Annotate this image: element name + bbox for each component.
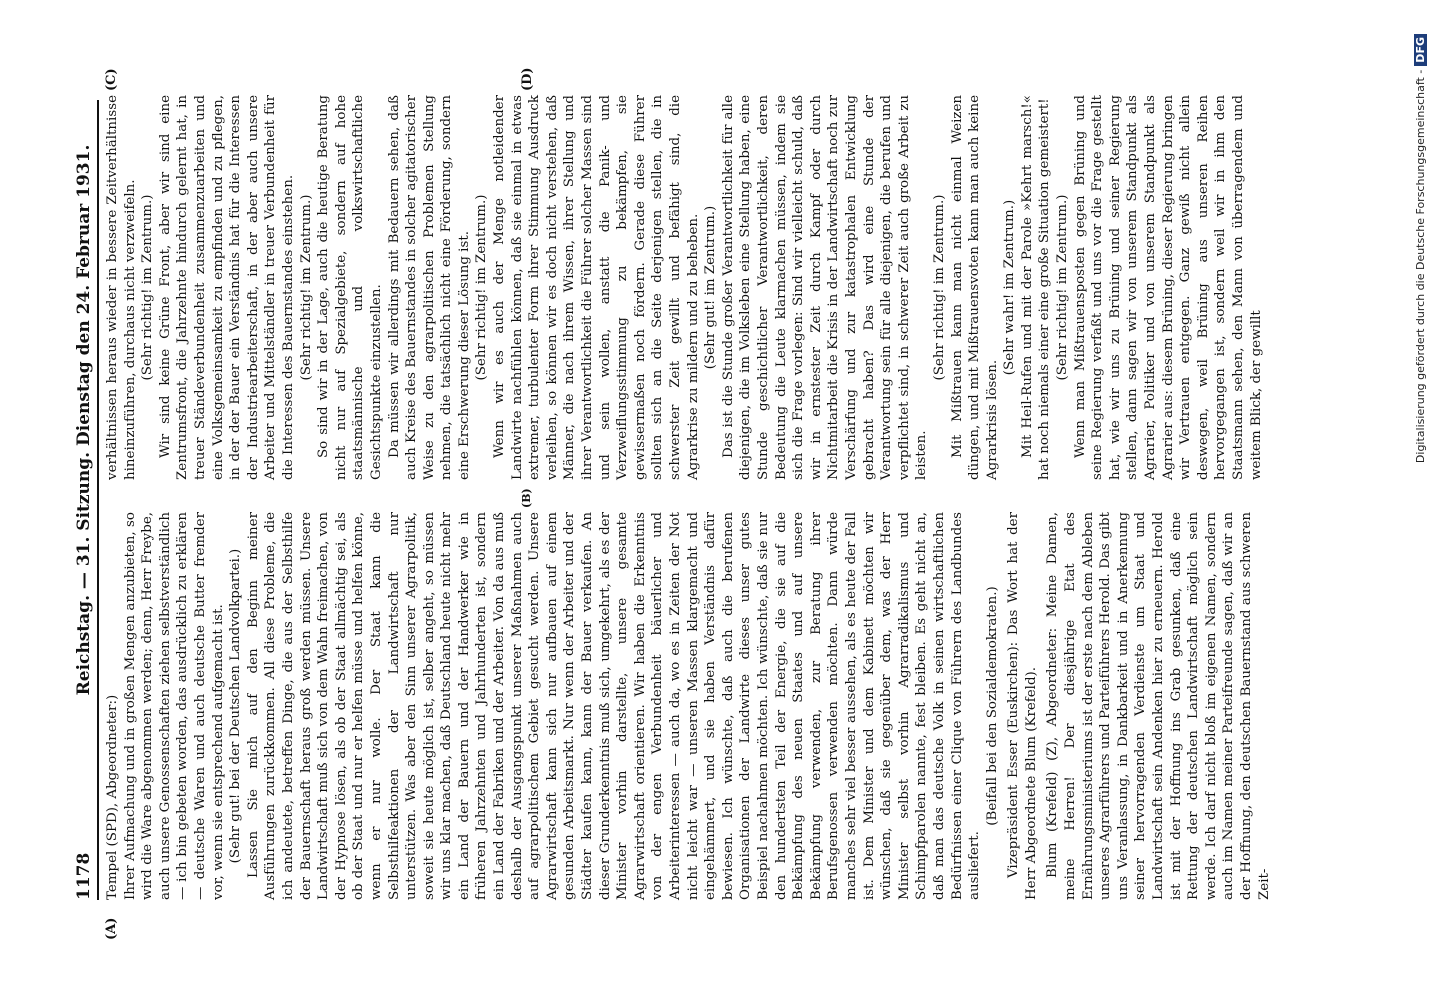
interjection: (Sehr richtig! im Zentrum.) xyxy=(1055,194,1071,381)
paragraph: Wenn man Mißtrauensposten gegen Brüning und seine Regierung verfaßt und uns vor die Frage gestellt hat, wie wir uns zu Brüning und seiner Regierung stellen, dann sagen wir von unserem Standpunkt als Agrarier, Politiker und von unserem Standpunkt als Agrarier aus: diesem Brüning, dieser Regierung bringen wir Vertrauen entgegen. Ganz gewiß nicht allein deswegen, weil Brüning aus unseren Reihen hervorgegangen ist, sondern weil wir in ihm den Staatsmann sehen, den Mann von überragendem und weitem Blick, der gewillt xyxy=(1072,95,1264,480)
margin-marker-d: (D) xyxy=(520,67,535,91)
dfg-logo: DFG xyxy=(1414,34,1427,66)
paragraph: verhältnissen heraus wieder in bessere Zeitverhältnisse hineinzuführen, durchaus nicht verzweifeln. xyxy=(105,95,138,480)
text-column-left xyxy=(104,512,1272,900)
speaker-continuation: Tempel (SPD), Abgeordneter:) xyxy=(105,694,120,900)
paragraph: Mit Mißtrauen kann man nicht einmal Weizen düngen, und mit Mißtrauensvoten kann man auch keine Agrarkrisis lösen. xyxy=(949,95,1000,480)
paragraph: Da müssen wir allerdings mit Bedauern sehen, daß auch Kreise des Bauernstandes in solcher agitatorischer Weise zu den agrarpolitischen Problemen Stellung nehmen, die tatsächlich nicht eine Förderung, sondern eine Erschwerung dieser Lösung ist. xyxy=(386,95,472,480)
paragraph: Wir sind keine Grüne Front, aber wir sind eine Zentrumsfront, die Jahrzehnte hindurch gelernt hat, in treuer Ständeverbundenheit zusammenzuarbeiten und eine Volksgemeinsamkeit zu empfinden und zu pflegen, in der der Bauer ein Verständnis hat für die Interessen der Industriearbeiterschaft, in der aber auch unsere Arbeiter und Mittelständler in treuer Verbundenheit für die Interessen des Bauernstandes einstehen. xyxy=(157,95,296,480)
margin-marker-a: (A) xyxy=(104,917,119,940)
digitization-credit xyxy=(1414,34,1430,994)
paragraph: Wenn wir es auch der Menge notleidender Landwirte nachfühlen können, daß sie einmal in etwas extremer, turbulenter Form ihrer Stimmung Ausdruck verleihen, so können wir es doch nicht verstehen, daß Männer, die nach ihrem Wissen, ihrer Stellung und ihrer Verantwortlichkeit die Führer solcher Massen sind und sein wollen, anstatt die Panik- und Verzweiflungsstimmung zu bekämpfen, sie gewissermaßen noch fördern. Gerade diese Führer sollten sich an die Seite derjenigen stellen, die in schwerster Zeit gewillt und befähigt sind, die Agrarkrise zu mildern und zu beheben. xyxy=(492,95,701,480)
paragraph: Ihrer Aufmachung und in großen Mengen anzubieten, so wird die Ware abgenommen werden; denn, Herr Freybe, auch unsere Genossenschaften ziehen selbstverständlich — ich bin gebeten worden, das ausdrücklich zu erklären — deutsche Waren und auch deutsche Butter fremder vor, wenn sie entsprechend aufgemacht ist. xyxy=(122,512,226,900)
text-column-right xyxy=(104,95,1264,480)
running-head xyxy=(72,80,96,900)
interjection: (Sehr gut! im Zentrum.) xyxy=(703,205,719,370)
page-title: Reichstag. — 31. Sitzung. Dienstag den 24. Februar 1931. xyxy=(74,144,94,696)
interjection: (Sehr wahr! im Zentrum.) xyxy=(1002,199,1018,376)
margin-marker-c: (C) xyxy=(104,68,119,91)
chair-announcement: Vizepräsident Esser (Euskirchen): Das Wort hat der Herr Abgeordnete Blum (Krefeld). xyxy=(1006,512,1039,900)
interjection: (Sehr richtig! im Zentrum.) xyxy=(298,194,314,381)
page-number: 1178 xyxy=(74,852,94,900)
interjection: (Sehr richtig! im Zentrum.) xyxy=(140,194,156,381)
paragraph: So sind wir in der Lage, auch die heutige Beratung nicht nur auf Spezialgebiete, sondern auf hohe staatsmännische und volkswirtschaftliche Gesichtspunkte einzustellen. xyxy=(316,95,384,480)
paragraph: Mit Heil-Rufen und mit der Parole »Kehrt marsch!« hat noch niemals einer eine große Situation gemeistert! xyxy=(1019,95,1053,480)
margin-marker-b: (B) xyxy=(520,488,533,508)
interjection: (Sehr richtig! im Zentrum.) xyxy=(474,194,490,381)
header-rule xyxy=(97,100,99,900)
paragraph: Blum (Krefeld) (Z), Abgeordneter: Meine Damen, meine Herren! Der diesjährige Etat des Ernährungsministeriums ist der erste nach dem Ableben unseres Agrarführers und Parteiführers Herold. Das gibt uns Veranlassung, in Dankbarkeit und in Anerkennung seiner hervorragenden Verdienste um Staat und Landwirtschaft sein Andenken hier zu erneuern. Herold ist mit der Hoffnung ins Grab gesunken, daß eine Rettung der deutschen Landwirtschaft möglich sein werde. Ich darf nicht bloß im eigenen Namen, sondern auch im Namen meiner Parteifreunde sagen, daß wir an der Hoffnung, den deutschen Bauernstand aus schweren Zeit- xyxy=(1045,512,1272,900)
interjection: (Sehr gut! bei der Deutschen Landvolkpartei.) xyxy=(228,548,244,864)
paragraph: Das ist die Stunde großer Verantwortlichkeit für alle diejenigen, die im Volksleben eine Stellung haben, eine Stunde geschichtlicher Verantwortlichkeit, deren Bedeutung die Leute klarmachen müssen, indem sie sich die Frage vorlegen: Sind wir vielleicht schuld, daß wir in ernstester Zeit durch Kampf oder durch Nichtmitarbeit die Krisis in der Landwirtschaft noch zur Verschärfung und zur katastrophalen Entwicklung gebracht haben? Das wird eine Stunde der Verantwortung sein für alle diejenigen, die berufen und verpflichtet sind, in schwerer Zeit auch große Arbeit zu leisten. xyxy=(720,95,930,480)
credit-text: Digitalisierung gefördert durch die Deutsche Forschungsgemeinschaft - xyxy=(1414,69,1427,464)
interjection: (Sehr richtig! im Zentrum.) xyxy=(931,194,947,381)
paragraph: Lassen Sie mich auf den Beginn meiner Ausführungen zurückkommen. All diese Probleme, die ich andeutete, betreffen Dinge, die aus der Selbsthilfe der Bauernschaft heraus groß werden müssen. Unsere Landwirtschaft muß sich von dem Wahn freimachen, von der Hypnose lösen, als ob der Staat allmächtig sei, als ob der Staat und nur er helfen müsse und helfen könne, wenn er nur wolle. Der Staat kann die Selbsthilfeaktionen der Landwirtschaft nur unterstützen. Was aber den Sinn unserer Agrarpolitik, soweit sie heute möglich ist, selber angeht, so müssen wir uns klar machen, daß Deutschland heute nicht mehr ein Land der Bauern und der Handwerker wie in früheren Jahrzehnten und Jahrhunderten ist, sondern ein Land der Fabriken und der Arbeiter. Von da aus muß deshalb der Ausgangspunkt unserer Maßnahmen auch auf agrarpolitischem Gebiet gesucht werden. Unsere Agrarwirtschaft kann sich nur aufbauen auf einem gesunden Arbeitsmarkt. Nur wenn der Arbeiter und der Städter kaufen kann, kann der Bauer verkaufen. An dieser Grunderkenntnis muß sich, umgekehrt, als es der Minister vorhin darstellte, unsere gesamte Agrarwirtschaft orientieren. Wir haben die Erkenntnis von der engen Verbundenheit bäuerlicher und Arbeiterinteressen — auch da, wo es in Zeiten der Not nicht leicht war — unseren Massen klargemacht und eingehämmert, und sie haben Verständnis dafür bewiesen. Ich wünschte, daß auch die berufenen Organisationen der Landwirte dieses unser gutes Beispiel nachahmen möchten. Ich wünschte, daß sie nur den hundertsten Teil der Energie, die sie auf die Bekämpfung des neuen Staates und auf unsere Bekämpfung verwenden, zur Beratung ihrer Berufsgenossen verwenden möchten. Dann würde manches sehr viel besser aussehen, als es heute der Fall ist. Dem Minister und dem Kabinett möchten wir wünschen, daß sie gegenüber dem, was der Herr Minister selbst vorhin Agrarradikalismus und Schimpfparolen nannte, fest bleiben. Es geht nicht an, daß man das deutsche Volk in seinen wirtschaftlichen Bedürfnissen einer Clique von Führern des Landbundes ausliefert. xyxy=(245,512,983,900)
interjection: (Beifall bei den Sozialdemokraten.) xyxy=(984,586,1000,826)
